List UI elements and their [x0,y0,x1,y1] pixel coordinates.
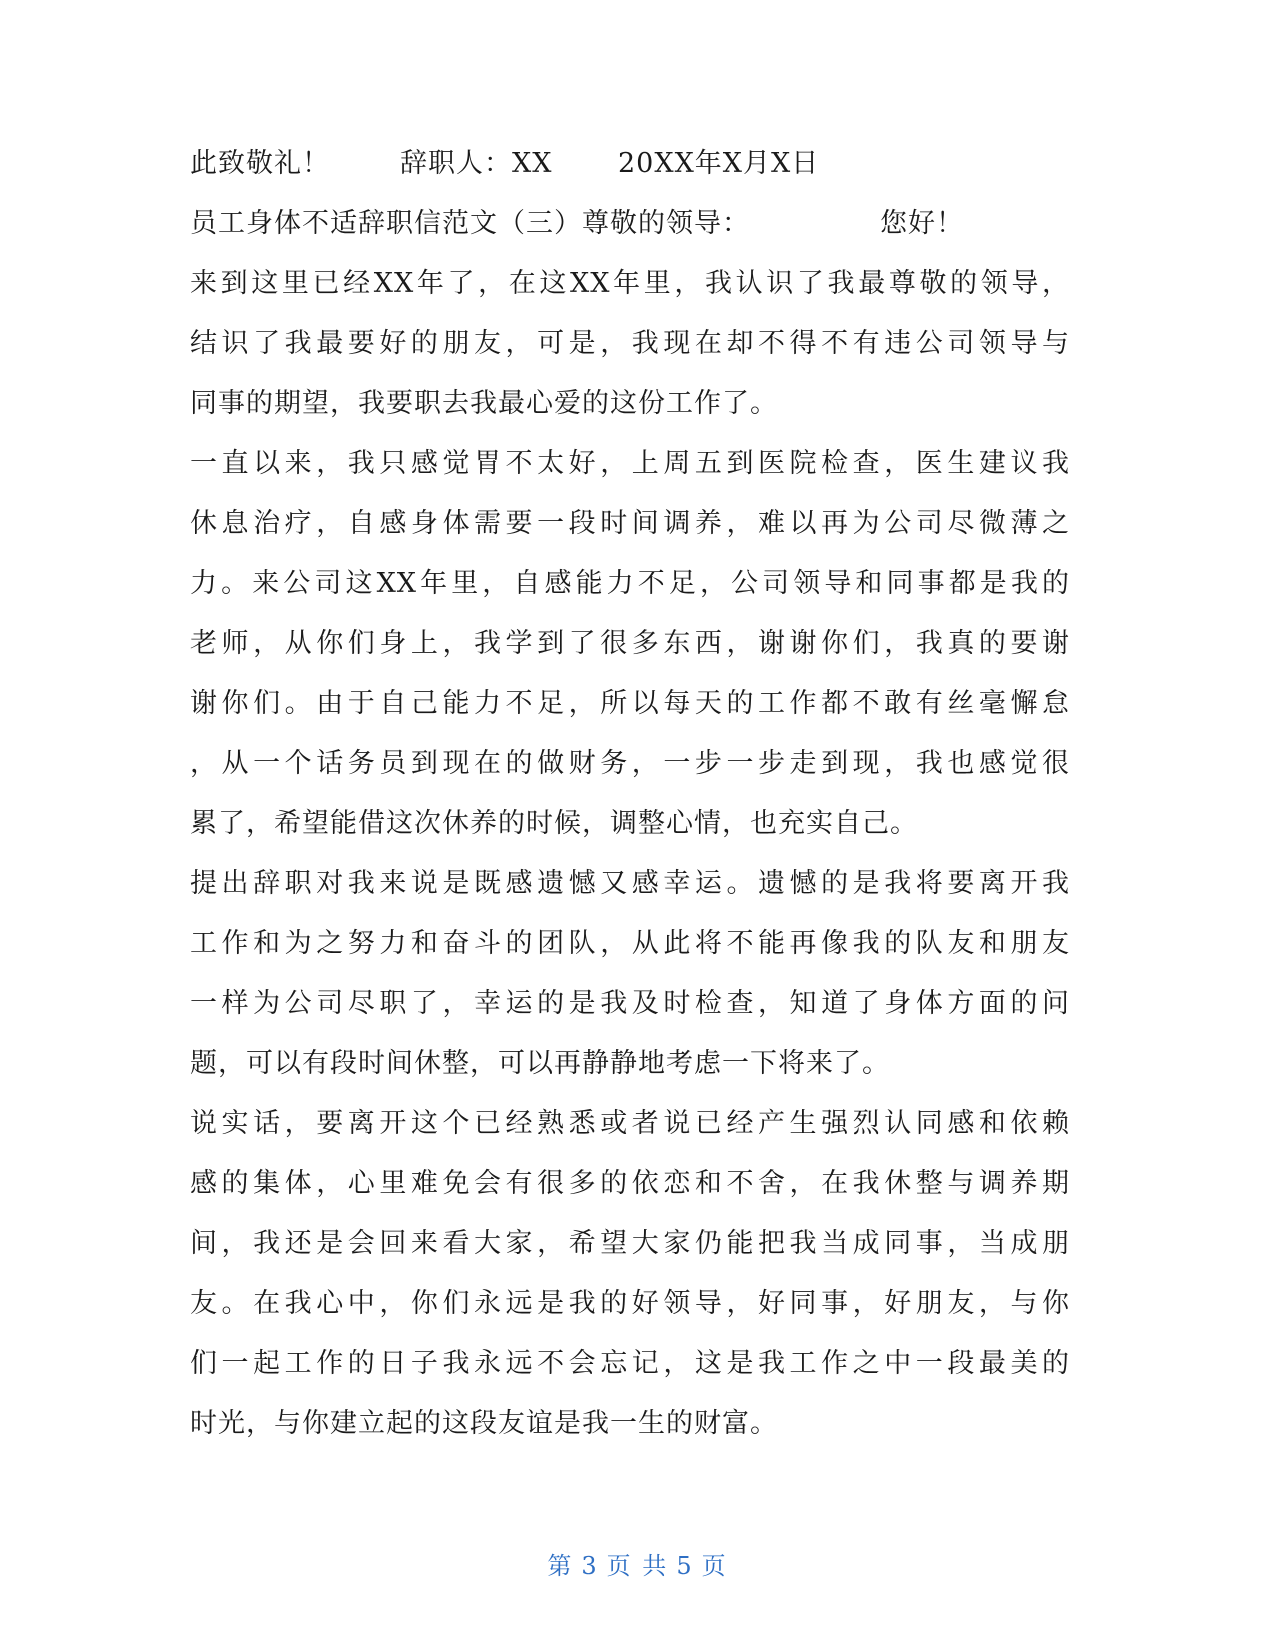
signer-text: 辞职人：XX [400,148,553,179]
letter-title-line [190,206,1070,242]
body-line: 题，可以有段时间休整，可以再静静地考虑一下将来了。 [190,1048,890,1079]
current-page-number: 3 [581,1552,599,1580]
body-line: 同事的期望，我要职去我最心爱的这份工作了。 [190,388,778,419]
body-line: 感的集体，心里难免会有很多的依恋和不舍，在我休整与调养期 [190,1168,1070,1199]
body-line: 友。在我心中，你们永远是我的好领导，好同事，好朋友，与你 [190,1288,1070,1319]
body-line: 说实话，要离开这个已经熟悉或者说已经产生强烈认同感和依赖 [190,1108,1070,1139]
footer-middle: 页 共 [606,1552,669,1580]
letter-title: 员工身体不适辞职信范文（三）尊敬的领导： [190,208,750,239]
footer-prefix: 第 [547,1552,574,1580]
body-line: 们一起工作的日子我永远不会忘记，这是我工作之中一段最美的 [190,1348,1070,1379]
closing-signature-line [190,146,1070,182]
body-line: ，从一个话务员到现在的做财务，一步一步走到现，我也感觉很 [190,748,1070,779]
footer-suffix: 页 [701,1552,728,1580]
page-footer [0,1546,1275,1581]
body-line: 工作和为之努力和奋斗的团队，从此将不能再像我的队友和朋友 [190,928,1070,959]
total-page-number: 5 [676,1552,694,1580]
body-line: 结识了我最要好的朋友，可是，我现在却不得不有违公司领导与 [190,328,1070,359]
body-line: 提出辞职对我来说是既感遗憾又感幸运。遗憾的是我将要离开我 [190,868,1070,899]
greeting-text: 您好！ [880,208,964,239]
body-line: 力。来公司这XX年里，自感能力不足，公司领导和同事都是我的 [190,568,1070,599]
body-line: 一样为公司尽职了，幸运的是我及时检查，知道了身体方面的问 [190,988,1070,1019]
body-line: 时光，与你建立起的这段友谊是我一生的财富。 [190,1408,778,1439]
date-text: 20XX年X月X日 [618,148,820,179]
body-line: 谢你们。由于自己能力不足，所以每天的工作都不敢有丝毫懈怠 [190,688,1070,719]
body-line: 来到这里已经XX年了，在这XX年里，我认识了我最尊敬的领导， [190,268,1070,299]
body-line: 累了，希望能借这次休养的时候，调整心情，也充实自己。 [190,808,918,839]
body-line: 间，我还是会回来看大家，希望大家仍能把我当成同事，当成朋 [190,1228,1070,1259]
body-line: 一直以来，我只感觉胃不太好，上周五到医院检查，医生建议我 [190,448,1070,479]
body-line: 老师，从你们身上，我学到了很多东西，谢谢你们，我真的要谢 [190,628,1070,659]
closing-text: 此致敬礼！ [190,148,330,179]
body-line: 休息治疗，自感身体需要一段时间调养，难以再为公司尽微薄之 [190,508,1070,539]
